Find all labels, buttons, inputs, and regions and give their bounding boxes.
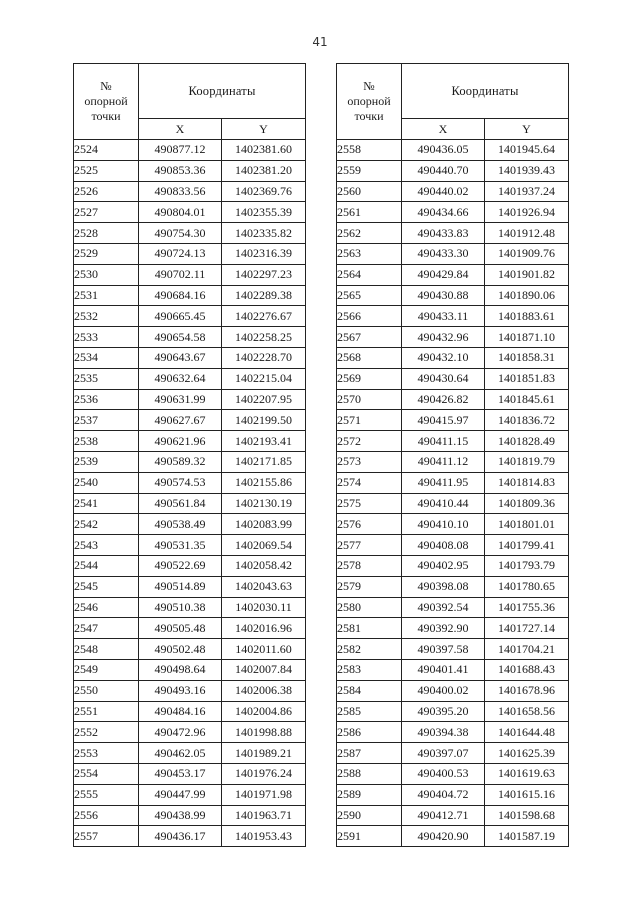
point-number-cell: 2546 bbox=[74, 597, 139, 618]
x-coordinate-cell: 490436.05 bbox=[402, 140, 485, 161]
table-row bbox=[74, 160, 306, 181]
y-coordinate-cell: 1401793.79 bbox=[485, 555, 569, 576]
y-coordinate-cell: 1401851.83 bbox=[485, 368, 569, 389]
point-number-cell: 2558 bbox=[337, 140, 402, 161]
table-row bbox=[337, 784, 569, 805]
x-coordinate-cell: 490408.08 bbox=[402, 535, 485, 556]
x-coordinate-cell: 490415.97 bbox=[402, 410, 485, 431]
point-number-cell: 2554 bbox=[74, 763, 139, 784]
point-number-cell: 2538 bbox=[74, 431, 139, 452]
table-row bbox=[74, 243, 306, 264]
point-number-cell: 2571 bbox=[337, 410, 402, 431]
x-coordinate-cell: 490397.07 bbox=[402, 743, 485, 764]
table-row bbox=[74, 597, 306, 618]
y-coordinate-cell: 1401909.76 bbox=[485, 243, 569, 264]
x-column-header: X bbox=[139, 119, 222, 140]
table-row bbox=[74, 701, 306, 722]
y-coordinate-cell: 1401989.21 bbox=[222, 743, 306, 764]
point-number-cell: 2531 bbox=[74, 285, 139, 306]
table-row bbox=[337, 805, 569, 826]
point-number-cell: 2547 bbox=[74, 618, 139, 639]
x-coordinate-cell: 490538.49 bbox=[139, 514, 222, 535]
y-coordinate-cell: 1401858.31 bbox=[485, 347, 569, 368]
table-row bbox=[337, 451, 569, 472]
point-number-cell: 2534 bbox=[74, 347, 139, 368]
y-coordinate-cell: 1401845.61 bbox=[485, 389, 569, 410]
table-row bbox=[337, 472, 569, 493]
x-coordinate-cell: 490574.53 bbox=[139, 472, 222, 493]
table-row bbox=[337, 701, 569, 722]
table-row bbox=[337, 618, 569, 639]
table-row bbox=[74, 389, 306, 410]
point-number-cell: 2580 bbox=[337, 597, 402, 618]
table-row bbox=[74, 451, 306, 472]
x-coordinate-cell: 490665.45 bbox=[139, 306, 222, 327]
table-row bbox=[74, 306, 306, 327]
table-row bbox=[74, 472, 306, 493]
point-number-header: № опорной точки bbox=[337, 64, 402, 140]
point-number-cell: 2564 bbox=[337, 264, 402, 285]
y-coordinate-cell: 1401901.82 bbox=[485, 264, 569, 285]
table-row bbox=[337, 597, 569, 618]
x-coordinate-cell: 490433.30 bbox=[402, 243, 485, 264]
x-coordinate-cell: 490430.88 bbox=[402, 285, 485, 306]
x-coordinate-cell: 490654.58 bbox=[139, 327, 222, 348]
table-row bbox=[74, 202, 306, 223]
point-number-cell: 2562 bbox=[337, 223, 402, 244]
x-coordinate-cell: 490434.66 bbox=[402, 202, 485, 223]
table-row bbox=[337, 722, 569, 743]
table-row bbox=[337, 431, 569, 452]
point-number-cell: 2572 bbox=[337, 431, 402, 452]
y-coordinate-cell: 1401819.79 bbox=[485, 451, 569, 472]
table-row bbox=[74, 368, 306, 389]
y-coordinate-cell: 1402006.38 bbox=[222, 680, 306, 701]
point-number-cell: 2544 bbox=[74, 555, 139, 576]
y-coordinate-cell: 1401598.68 bbox=[485, 805, 569, 826]
point-number-cell: 2568 bbox=[337, 347, 402, 368]
x-coordinate-cell: 490631.99 bbox=[139, 389, 222, 410]
point-number-cell: 2570 bbox=[337, 389, 402, 410]
y-coordinate-cell: 1401939.43 bbox=[485, 160, 569, 181]
y-coordinate-cell: 1401945.64 bbox=[485, 140, 569, 161]
x-coordinate-cell: 490724.13 bbox=[139, 243, 222, 264]
y-coordinate-cell: 1402228.70 bbox=[222, 347, 306, 368]
point-number-cell: 2575 bbox=[337, 493, 402, 514]
point-number-cell: 2537 bbox=[74, 410, 139, 431]
x-coordinate-cell: 490531.35 bbox=[139, 535, 222, 556]
table-row bbox=[74, 535, 306, 556]
x-coordinate-cell: 490398.08 bbox=[402, 576, 485, 597]
table-row bbox=[337, 659, 569, 680]
point-number-cell: 2552 bbox=[74, 722, 139, 743]
x-coordinate-cell: 490433.83 bbox=[402, 223, 485, 244]
table-body-right bbox=[337, 140, 569, 847]
x-coordinate-cell: 490702.11 bbox=[139, 264, 222, 285]
point-number-cell: 2585 bbox=[337, 701, 402, 722]
table-row bbox=[337, 763, 569, 784]
x-coordinate-cell: 490430.64 bbox=[402, 368, 485, 389]
x-coordinate-cell: 490404.72 bbox=[402, 784, 485, 805]
point-number-cell: 2591 bbox=[337, 826, 402, 847]
x-coordinate-cell: 490410.10 bbox=[402, 514, 485, 535]
y-coordinate-cell: 1402199.50 bbox=[222, 410, 306, 431]
y-coordinate-cell: 1402016.96 bbox=[222, 618, 306, 639]
x-coordinate-cell: 490472.96 bbox=[139, 722, 222, 743]
table-row bbox=[337, 535, 569, 556]
x-coordinate-cell: 490440.02 bbox=[402, 181, 485, 202]
table-row bbox=[74, 431, 306, 452]
x-coordinate-cell: 490426.82 bbox=[402, 389, 485, 410]
point-number-cell: 2524 bbox=[74, 140, 139, 161]
y-coordinate-cell: 1401926.94 bbox=[485, 202, 569, 223]
table-row bbox=[337, 327, 569, 348]
table-row bbox=[337, 285, 569, 306]
point-number-cell: 2578 bbox=[337, 555, 402, 576]
point-number-cell: 2584 bbox=[337, 680, 402, 701]
x-coordinate-cell: 490561.84 bbox=[139, 493, 222, 514]
x-coordinate-cell: 490411.12 bbox=[402, 451, 485, 472]
table-row bbox=[337, 410, 569, 431]
table-row bbox=[337, 181, 569, 202]
x-coordinate-cell: 490833.56 bbox=[139, 181, 222, 202]
table-row bbox=[337, 743, 569, 764]
y-coordinate-cell: 1402258.25 bbox=[222, 327, 306, 348]
y-coordinate-cell: 1402171.85 bbox=[222, 451, 306, 472]
table-row bbox=[74, 763, 306, 784]
table-row bbox=[74, 223, 306, 244]
x-coordinate-cell: 490447.99 bbox=[139, 784, 222, 805]
x-coordinate-cell: 490410.44 bbox=[402, 493, 485, 514]
y-coordinate-cell: 1401619.63 bbox=[485, 763, 569, 784]
x-coordinate-cell: 490510.38 bbox=[139, 597, 222, 618]
x-coordinate-cell: 490400.02 bbox=[402, 680, 485, 701]
y-coordinate-cell: 1401883.61 bbox=[485, 306, 569, 327]
x-coordinate-cell: 490440.70 bbox=[402, 160, 485, 181]
x-coordinate-cell: 490411.95 bbox=[402, 472, 485, 493]
point-number-cell: 2573 bbox=[337, 451, 402, 472]
table-row bbox=[337, 680, 569, 701]
x-coordinate-cell: 490621.96 bbox=[139, 431, 222, 452]
x-coordinate-cell: 490392.54 bbox=[402, 597, 485, 618]
point-number-cell: 2560 bbox=[337, 181, 402, 202]
x-coordinate-cell: 490401.41 bbox=[402, 659, 485, 680]
table-row bbox=[74, 826, 306, 847]
y-coordinate-cell: 1402011.60 bbox=[222, 639, 306, 660]
x-coordinate-cell: 490412.71 bbox=[402, 805, 485, 826]
table-row bbox=[337, 514, 569, 535]
table-row bbox=[337, 160, 569, 181]
point-number-cell: 2567 bbox=[337, 327, 402, 348]
x-coordinate-cell: 490462.05 bbox=[139, 743, 222, 764]
point-number-cell: 2577 bbox=[337, 535, 402, 556]
y-coordinate-cell: 1402276.67 bbox=[222, 306, 306, 327]
x-coordinate-cell: 490643.67 bbox=[139, 347, 222, 368]
y-coordinate-cell: 1402193.41 bbox=[222, 431, 306, 452]
point-number-cell: 2561 bbox=[337, 202, 402, 223]
y-coordinate-cell: 1401801.01 bbox=[485, 514, 569, 535]
y-coordinate-cell: 1402155.86 bbox=[222, 472, 306, 493]
y-coordinate-cell: 1402335.82 bbox=[222, 223, 306, 244]
coordinates-table-left bbox=[73, 63, 306, 847]
y-coordinate-cell: 1402069.54 bbox=[222, 535, 306, 556]
x-coordinate-cell: 490505.48 bbox=[139, 618, 222, 639]
point-number-cell: 2555 bbox=[74, 784, 139, 805]
table-row bbox=[74, 618, 306, 639]
table-row bbox=[74, 555, 306, 576]
x-coordinate-cell: 490392.90 bbox=[402, 618, 485, 639]
point-number-cell: 2525 bbox=[74, 160, 139, 181]
table-row bbox=[337, 576, 569, 597]
y-coordinate-cell: 1401871.10 bbox=[485, 327, 569, 348]
x-coordinate-cell: 490420.90 bbox=[402, 826, 485, 847]
x-coordinate-cell: 490395.20 bbox=[402, 701, 485, 722]
x-coordinate-cell: 490411.15 bbox=[402, 431, 485, 452]
y-coordinate-cell: 1402058.42 bbox=[222, 555, 306, 576]
x-coordinate-cell: 490438.99 bbox=[139, 805, 222, 826]
table-row bbox=[74, 576, 306, 597]
x-coordinate-cell: 490502.48 bbox=[139, 639, 222, 660]
y-coordinate-cell: 1401890.06 bbox=[485, 285, 569, 306]
y-coordinate-cell: 1402289.38 bbox=[222, 285, 306, 306]
y-coordinate-cell: 1402316.39 bbox=[222, 243, 306, 264]
y-coordinate-cell: 1402043.63 bbox=[222, 576, 306, 597]
table-row bbox=[74, 347, 306, 368]
table-row bbox=[74, 264, 306, 285]
point-number-cell: 2583 bbox=[337, 659, 402, 680]
table-row bbox=[74, 680, 306, 701]
x-coordinate-cell: 490493.16 bbox=[139, 680, 222, 701]
y-coordinate-cell: 1401814.83 bbox=[485, 472, 569, 493]
point-number-cell: 2550 bbox=[74, 680, 139, 701]
point-number-cell: 2569 bbox=[337, 368, 402, 389]
table-row bbox=[337, 555, 569, 576]
y-column-header: Y bbox=[222, 119, 306, 140]
y-coordinate-cell: 1401704.21 bbox=[485, 639, 569, 660]
point-number-cell: 2530 bbox=[74, 264, 139, 285]
table-row bbox=[74, 743, 306, 764]
point-number-cell: 2581 bbox=[337, 618, 402, 639]
point-number-cell: 2563 bbox=[337, 243, 402, 264]
table-row bbox=[74, 410, 306, 431]
coordinates-header: Координаты bbox=[139, 64, 306, 119]
x-coordinate-cell: 490684.16 bbox=[139, 285, 222, 306]
point-number-cell: 2557 bbox=[74, 826, 139, 847]
coordinates-table-right bbox=[336, 63, 569, 847]
point-number-cell: 2551 bbox=[74, 701, 139, 722]
y-coordinate-cell: 1401937.24 bbox=[485, 181, 569, 202]
y-coordinate-cell: 1401615.16 bbox=[485, 784, 569, 805]
table-row bbox=[337, 389, 569, 410]
point-number-cell: 2576 bbox=[337, 514, 402, 535]
point-number-cell: 2556 bbox=[74, 805, 139, 826]
y-coordinate-cell: 1401809.36 bbox=[485, 493, 569, 514]
point-number-cell: 2541 bbox=[74, 493, 139, 514]
x-coordinate-cell: 490402.95 bbox=[402, 555, 485, 576]
point-number-cell: 2536 bbox=[74, 389, 139, 410]
table-row bbox=[74, 285, 306, 306]
x-coordinate-cell: 490397.58 bbox=[402, 639, 485, 660]
point-number-cell: 2586 bbox=[337, 722, 402, 743]
x-coordinate-cell: 490589.32 bbox=[139, 451, 222, 472]
point-number-cell: 2532 bbox=[74, 306, 139, 327]
point-number-cell: 2549 bbox=[74, 659, 139, 680]
point-number-cell: 2574 bbox=[337, 472, 402, 493]
table-row bbox=[74, 805, 306, 826]
y-coordinate-cell: 1402030.11 bbox=[222, 597, 306, 618]
y-coordinate-cell: 1401587.19 bbox=[485, 826, 569, 847]
y-coordinate-cell: 1401658.56 bbox=[485, 701, 569, 722]
table-row bbox=[74, 514, 306, 535]
point-number-cell: 2553 bbox=[74, 743, 139, 764]
x-coordinate-cell: 490453.17 bbox=[139, 763, 222, 784]
x-coordinate-cell: 490522.69 bbox=[139, 555, 222, 576]
point-number-cell: 2527 bbox=[74, 202, 139, 223]
point-number-cell: 2588 bbox=[337, 763, 402, 784]
y-coordinate-cell: 1402381.20 bbox=[222, 160, 306, 181]
x-coordinate-cell: 490484.16 bbox=[139, 701, 222, 722]
x-coordinate-cell: 490498.64 bbox=[139, 659, 222, 680]
point-number-cell: 2542 bbox=[74, 514, 139, 535]
point-number-cell: 2539 bbox=[74, 451, 139, 472]
coordinates-header: Координаты bbox=[402, 64, 569, 119]
y-coordinate-cell: 1401727.14 bbox=[485, 618, 569, 639]
table-row bbox=[337, 347, 569, 368]
table-row bbox=[337, 639, 569, 660]
x-coordinate-cell: 490400.53 bbox=[402, 763, 485, 784]
x-coordinate-cell: 490514.89 bbox=[139, 576, 222, 597]
y-coordinate-cell: 1401678.96 bbox=[485, 680, 569, 701]
point-number-cell: 2528 bbox=[74, 223, 139, 244]
x-coordinate-cell: 490432.10 bbox=[402, 347, 485, 368]
y-coordinate-cell: 1401644.48 bbox=[485, 722, 569, 743]
y-coordinate-cell: 1402207.95 bbox=[222, 389, 306, 410]
y-coordinate-cell: 1401828.49 bbox=[485, 431, 569, 452]
y-coordinate-cell: 1402215.04 bbox=[222, 368, 306, 389]
table-body-left bbox=[74, 140, 306, 847]
table-row bbox=[337, 493, 569, 514]
x-coordinate-cell: 490433.11 bbox=[402, 306, 485, 327]
point-number-cell: 2590 bbox=[337, 805, 402, 826]
y-coordinate-cell: 1402083.99 bbox=[222, 514, 306, 535]
point-number-cell: 2529 bbox=[74, 243, 139, 264]
y-coordinate-cell: 1401998.88 bbox=[222, 722, 306, 743]
y-coordinate-cell: 1401780.65 bbox=[485, 576, 569, 597]
y-coordinate-cell: 1401625.39 bbox=[485, 743, 569, 764]
point-number-cell: 2582 bbox=[337, 639, 402, 660]
y-coordinate-cell: 1401912.48 bbox=[485, 223, 569, 244]
table-row bbox=[337, 202, 569, 223]
y-coordinate-cell: 1401836.72 bbox=[485, 410, 569, 431]
x-coordinate-cell: 490627.67 bbox=[139, 410, 222, 431]
y-coordinate-cell: 1402130.19 bbox=[222, 493, 306, 514]
y-coordinate-cell: 1401963.71 bbox=[222, 805, 306, 826]
y-coordinate-cell: 1401953.43 bbox=[222, 826, 306, 847]
x-coordinate-cell: 490754.30 bbox=[139, 223, 222, 244]
point-number-cell: 2566 bbox=[337, 306, 402, 327]
point-number-cell: 2559 bbox=[337, 160, 402, 181]
y-coordinate-cell: 1402007.84 bbox=[222, 659, 306, 680]
y-coordinate-cell: 1402369.76 bbox=[222, 181, 306, 202]
point-number-cell: 2533 bbox=[74, 327, 139, 348]
point-number-cell: 2565 bbox=[337, 285, 402, 306]
point-number-cell: 2535 bbox=[74, 368, 139, 389]
table-row bbox=[74, 493, 306, 514]
x-coordinate-cell: 490877.12 bbox=[139, 140, 222, 161]
table-row bbox=[337, 368, 569, 389]
y-coordinate-cell: 1401799.41 bbox=[485, 535, 569, 556]
x-coordinate-cell: 490429.84 bbox=[402, 264, 485, 285]
point-number-cell: 2526 bbox=[74, 181, 139, 202]
y-coordinate-cell: 1401971.98 bbox=[222, 784, 306, 805]
table-row bbox=[337, 223, 569, 244]
table-row bbox=[74, 784, 306, 805]
point-number-cell: 2587 bbox=[337, 743, 402, 764]
page-number: 41 bbox=[312, 35, 328, 49]
table-row bbox=[74, 181, 306, 202]
y-coordinate-cell: 1402297.23 bbox=[222, 264, 306, 285]
table-row bbox=[337, 306, 569, 327]
y-coordinate-cell: 1401755.36 bbox=[485, 597, 569, 618]
y-coordinate-cell: 1401976.24 bbox=[222, 763, 306, 784]
x-coordinate-cell: 490632.64 bbox=[139, 368, 222, 389]
x-coordinate-cell: 490432.96 bbox=[402, 327, 485, 348]
point-number-cell: 2545 bbox=[74, 576, 139, 597]
table-row bbox=[337, 243, 569, 264]
point-number-cell: 2540 bbox=[74, 472, 139, 493]
point-number-cell: 2579 bbox=[337, 576, 402, 597]
table-row bbox=[337, 826, 569, 847]
x-coordinate-cell: 490436.17 bbox=[139, 826, 222, 847]
point-number-cell: 2548 bbox=[74, 639, 139, 660]
point-number-header: № опорной точки bbox=[74, 64, 139, 140]
y-column-header: Y bbox=[485, 119, 569, 140]
table-row bbox=[337, 264, 569, 285]
x-coordinate-cell: 490804.01 bbox=[139, 202, 222, 223]
table-row bbox=[74, 639, 306, 660]
table-row bbox=[74, 722, 306, 743]
table-row bbox=[74, 327, 306, 348]
point-number-cell: 2543 bbox=[74, 535, 139, 556]
x-column-header: X bbox=[402, 119, 485, 140]
y-coordinate-cell: 1402381.60 bbox=[222, 140, 306, 161]
point-number-cell: 2589 bbox=[337, 784, 402, 805]
table-row bbox=[74, 140, 306, 161]
x-coordinate-cell: 490394.38 bbox=[402, 722, 485, 743]
y-coordinate-cell: 1401688.43 bbox=[485, 659, 569, 680]
y-coordinate-cell: 1402355.39 bbox=[222, 202, 306, 223]
table-row bbox=[337, 140, 569, 161]
y-coordinate-cell: 1402004.86 bbox=[222, 701, 306, 722]
x-coordinate-cell: 490853.36 bbox=[139, 160, 222, 181]
table-row bbox=[74, 659, 306, 680]
